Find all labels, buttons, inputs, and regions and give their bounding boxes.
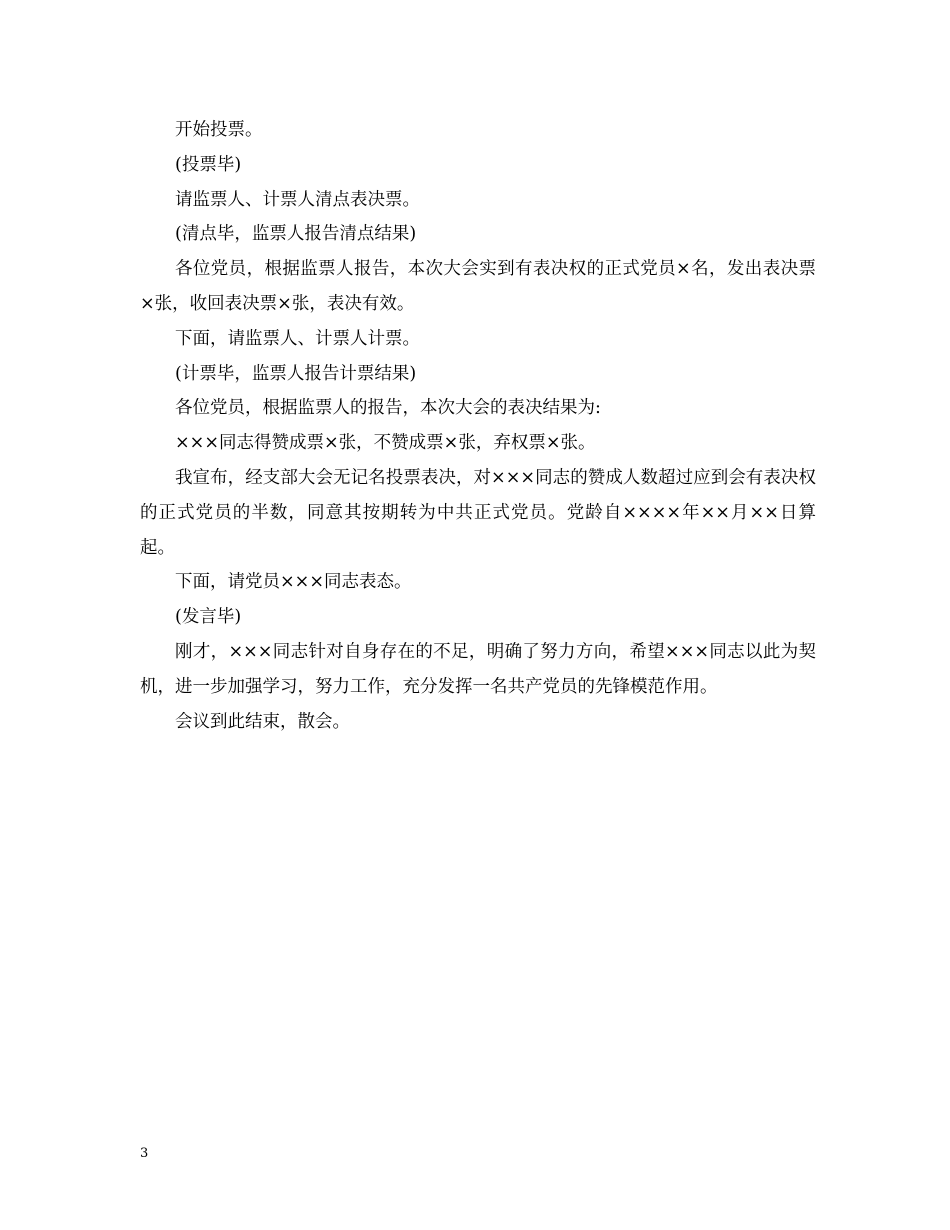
paragraph-tally-votes: 下面，请监票人、计票人计票。: [175, 328, 420, 349]
paragraph-speech-done: (发言毕): [175, 607, 242, 628]
paragraph-result-intro: 各位党员，根据监票人的报告，本次大会的表决结果为:: [175, 398, 601, 419]
paragraph-adjourn: 会议到此结束，散会。: [175, 711, 350, 732]
paragraph-voting-done: (投票毕): [175, 154, 242, 175]
paragraph-start-voting: 开始投票。: [175, 120, 263, 140]
paragraph-tally-done: (计票毕，监票人报告计票结果): [175, 363, 417, 384]
document-body: [140, 113, 816, 739]
paragraph-announcement: 我宣布，经支部大会无记名投票表决，对×××同志的赞成人数超过应到会有表决权的正式党员的半数，同意其按期转为中共正式党员。党龄自××××年××月××日算起。: [140, 467, 816, 558]
page-number: 3: [140, 1146, 149, 1161]
paragraph-closing-remarks: 刚才，×××同志针对自身存在的不足，明确了努力方向，希望×××同志以此为契机，进一步加强学习，努力工作，充分发挥一名共产党员的先锋模范作用。: [140, 641, 816, 697]
paragraph-member-statement: 下面，请党员×××同志表态。: [175, 572, 412, 593]
paragraph-attendance-report: 各位党员，根据监票人报告，本次大会实到有表决权的正式党员×名，发出表决票×张，收回表决票×张，表决有效。: [140, 259, 816, 314]
paragraph-vote-results: ×××同志得赞成票×张，不赞成票×张，弃权票×张。: [175, 433, 596, 454]
paragraph-count-ballots: 请监票人、计票人清点表决票。: [175, 189, 420, 210]
paragraph-count-done: (清点毕，监票人报告清点结果): [175, 224, 417, 245]
